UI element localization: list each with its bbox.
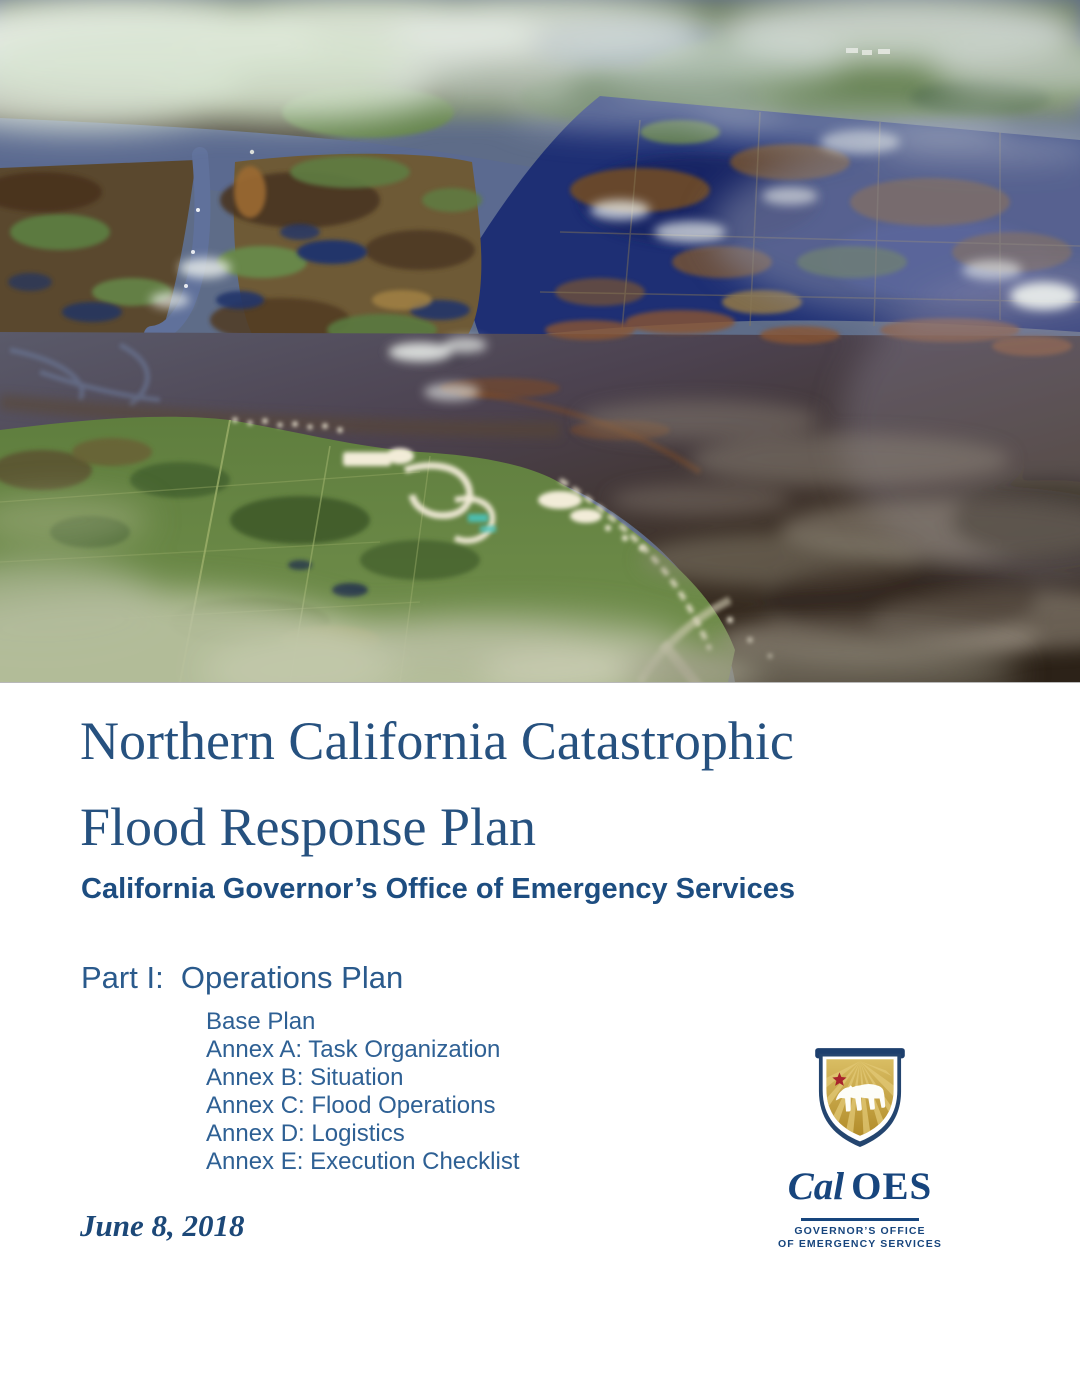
annex-list-item: Annex D: Logistics [206, 1120, 405, 1147]
annex-list-item: Annex E: Execution Checklist [206, 1148, 520, 1175]
cal-oes-wordmark [788, 1166, 932, 1216]
annex-list-item: Annex B: Situation [206, 1064, 404, 1091]
document-subtitle: California Governor’s Office of Emergency Services [81, 873, 795, 905]
wordmark-cal: Cal [787, 1165, 845, 1208]
cal-oes-shield-icon [804, 1046, 916, 1164]
annex-list-item: Annex C: Flood Operations [206, 1092, 496, 1119]
wordmark-oes: OES [851, 1165, 933, 1208]
publication-date: June 8, 2018 [80, 1208, 245, 1243]
logo-caption-line1: GOVERNOR’S OFFICE [794, 1225, 926, 1237]
aerial-flood-delta-photo [0, 0, 1080, 682]
annex-list [206, 1008, 520, 1176]
logo-divider [801, 1218, 919, 1221]
part-heading: Part I: Operations Plan [81, 960, 404, 995]
document-title [80, 698, 794, 870]
logo-caption [778, 1225, 942, 1251]
cover-photo [0, 0, 1080, 683]
annex-list-item: Annex A: Task Organization [206, 1036, 501, 1063]
cal-oes-logo [778, 1046, 942, 1251]
document-title-line2: Flood Response Plan [80, 797, 537, 857]
annex-list-item: Base Plan [206, 1008, 316, 1035]
document-title-line1: Northern California Catastrophic [80, 711, 794, 771]
logo-caption-line2: OF EMERGENCY SERVICES [778, 1238, 942, 1250]
